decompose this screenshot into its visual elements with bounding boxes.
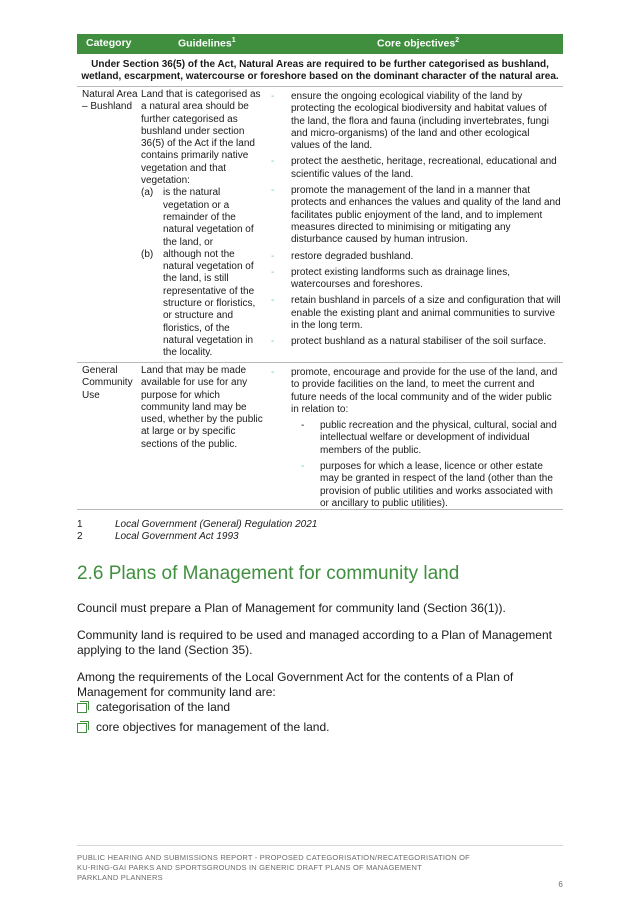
objective-item: - ensure the ongoing ecological viability of the land by protecting the ecological biodiversity and habitat values of the land, the flora and fauna (including invertebrates, fungi and micro-organisms) of the land and other ecological values of the land. (271, 91, 549, 152)
header-objectives: Core objectives$^2$ (377, 37, 460, 50)
paragraph: Community land is required to be used and managed according to a Plan of Management applying to the land (Section 35). (77, 628, 552, 657)
guideline-sub-item: (a) is the natural vegetation or a remainder of the natural vegetation of the land, or (141, 187, 254, 248)
header-guidelines: Guidelines$^1$ (178, 37, 236, 50)
paragraph: Among the requirements of the Local Government Act for the contents of a Plan of Management for community land are: (77, 670, 514, 699)
objective-item: - retain bushland in parcels of a size and configuration that will enable the existing plant and animal communities to survive in the long term. (271, 295, 561, 332)
section-heading: 2.6 Plans of Management for community land (77, 563, 460, 584)
row-category: General Community Use (82, 365, 133, 401)
objective-item: - protect the aesthetic, heritage, recreational, educational and scientific values of the land. (271, 156, 557, 180)
table-row (77, 87, 563, 363)
row-guidelines: Land that may be made available for use for any purpose for which community land may be used, whether by the public at large or by specific sections of the public. (141, 365, 263, 450)
page-number: 6 (558, 880, 563, 889)
page-footer: PUBLIC HEARING AND SUBMISSIONS REPORT - PROPOSED CATEGORISATION/RECATEGORISATION OF KU-RING-GAI PARKS AND SPORTSGROUNDS IN GENERIC DRAFT PLANS OF MANAGEMENT PARKLAND PLANNERS 6 (77, 845, 563, 883)
table-row (77, 363, 563, 510)
footnote: 2 Local Government Act 1993 (77, 531, 239, 542)
paragraph: Council must prepare a Plan of Management for community land (Section 36(1)). (77, 601, 506, 615)
checkbox-bullet-icon (77, 703, 87, 713)
objective-sub-item: - public recreation and the physical, cultural, social and intellectual welfare or development of individual members of the public. (301, 420, 557, 456)
row-objectives (271, 367, 561, 514)
objective-item: - protect existing landforms such as drainage lines, watercourses and foreshores. (271, 266, 511, 291)
checkbox-bullet-icon (77, 723, 87, 733)
objective-item: - restore degraded bushland. (271, 250, 414, 262)
section-note: Under Section 36(5) of the Act, Natural Areas are required to be further categorised as bushland, wetland, escarpment, watercourse or foreshore based on the dominant character of the natural area. (77, 54, 563, 87)
header-category: Category (86, 37, 132, 49)
bullet-item: core objectives for management of the land. (77, 720, 329, 735)
objective-item: - promote, encourage and provide for the use of the land, and to provide facilities on the land, to meet the current and future needs of the local community and of the wider public in relation to: - public recreation and the physical, cultural, social and intellectual welfare or development of individual members of the public. - purposes for which a lease, licence or other estate may be granted in respect of the land (other than the provision of public utilities and works associated with or ancillary to public utilities). (271, 367, 561, 510)
objective-item: - promote the management of the land in a manner that protects and enhances the values and quality of the land and facilitates public enjoyment of the land, and to implement measures directed to minimising or mitigating any disturbance caused by human intrusion. (271, 185, 561, 246)
objective-item: - protect bushland as a natural stabiliser of the soil surface. (271, 336, 547, 348)
footnotes (77, 519, 317, 543)
row-category: Natural Area – Bushland (82, 89, 138, 113)
row-objectives (271, 91, 561, 353)
row-guidelines: Land that is categorised as a natural area should be further categorised as bushland under section 36(5) of the Act if the land contains primarily native vegetation and that vegetation: (a) is the natural vegetation or a remainder of the natural vegetation of the land, or (b) although not the natural vegetation of the land, is still representative of the structure or floristics, or structure and floristics, of the natural vegetation in the locality. (141, 89, 263, 360)
table-header (77, 34, 563, 54)
categories-table (77, 34, 563, 510)
footnote: 1 Local Government (General) Regulation 2021 (77, 519, 318, 530)
objective-sub-item: - purposes for which a lease, licence or other estate may be granted in respect of the land (other than the provision of public utilities and works associated with or ancillary to public utilities). (301, 461, 553, 509)
guideline-sub-item: (b) although not the natural vegetation of the land, is still representative of the structure or floristics, or structure and floristics, of the natural vegetation in the locality. (141, 248, 256, 359)
bullet-item: categorisation of the land (77, 700, 230, 715)
